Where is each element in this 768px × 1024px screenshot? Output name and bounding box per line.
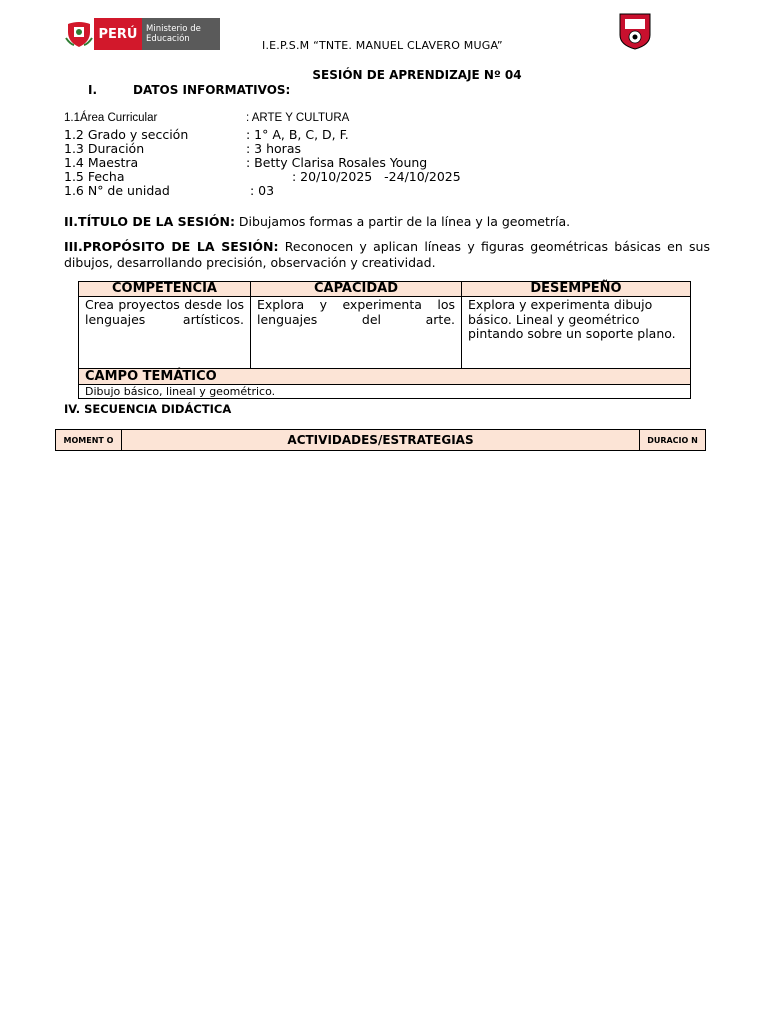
campo-tematico-heading: CAMPO TEMÁTICO	[79, 369, 691, 385]
section4-heading: IV. SECUENCIA DIDÁCTICA	[64, 402, 232, 416]
col-momento: MOMENT O	[56, 430, 122, 451]
info-label-area: 1.1Área Curricular	[64, 112, 158, 124]
cell-desempeno-text: Explora y experimenta dibujo básico. Lineal y geométrico pintando sobre un soporte plano.	[468, 297, 676, 341]
info-label-fecha: 1.5 Fecha	[64, 169, 125, 184]
ministry-logo	[64, 18, 220, 50]
peru-shield-icon	[64, 18, 94, 50]
section2-text: Dibujamos formas a partir de la línea y la geometría.	[234, 214, 571, 229]
col-duracion: DURACIO N	[640, 430, 706, 451]
info-label-maestra: 1.4 Maestra	[64, 155, 139, 170]
sequence-table	[55, 429, 706, 451]
section3-heading: III.PROPÓSITO DE LA SESIÓN:	[64, 239, 279, 254]
info-value-grado: : 1° A, B, C, D, F.	[246, 127, 349, 142]
section1-heading: DATOS INFORMATIVOS:	[133, 83, 291, 97]
school-name: I.E.P.S.M “TNTE. MANUEL CLAVERO MUGA”	[262, 39, 503, 52]
section1-number: I.	[88, 83, 98, 97]
cell-desempeno	[462, 297, 691, 369]
cell-competencia	[79, 297, 251, 369]
header-desempeno: DESEMPEÑO	[462, 282, 691, 297]
info-value-area: : ARTE Y CULTURA	[246, 112, 350, 124]
campo-tematico-value: Dibujo básico, lineal y geométrico.	[79, 385, 691, 399]
section2-heading: II.TÍTULO DE LA SESIÓN:	[64, 214, 235, 229]
info-label-grado: 1.2 Grado y sección	[64, 127, 189, 142]
cell-capacidad	[251, 297, 462, 369]
ministerio-label: Ministerio de Educación	[142, 18, 220, 50]
section3-text: Reconocen y aplican líneas y figuras geométricas básicas en sus dibujos, desarrollando precisión, observación y creatividad.	[64, 239, 710, 270]
competency-table	[78, 281, 691, 399]
info-value-unidad: : 03	[250, 183, 275, 198]
peru-label: PERÚ	[94, 18, 142, 50]
info-value-duracion: : 3 horas	[246, 141, 301, 156]
header-capacidad: CAPACIDAD	[251, 282, 462, 297]
info-label-unidad: 1.6 N° de unidad	[64, 183, 170, 198]
cell-competencia-text: Crea proyectos desde los lenguajes artísticos.	[85, 297, 244, 327]
section2-paragraph	[64, 214, 710, 230]
col-actividades: ACTIVIDADES/ESTRATEGIAS	[122, 430, 640, 451]
header-competencia: COMPETENCIA	[79, 282, 251, 297]
session-title: SESIÓN DE APRENDIZAJE Nº 04	[312, 68, 522, 82]
school-crest-icon	[617, 11, 653, 51]
info-value-maestra: : Betty Clarisa Rosales Young	[246, 155, 428, 170]
cell-capacidad-text: Explora y experimenta los lenguajes del arte.	[257, 297, 455, 327]
info-value-fecha: : 20/10/2025 -24/10/2025	[292, 169, 461, 184]
info-label-duracion: 1.3 Duración	[64, 141, 145, 156]
section3-paragraph	[64, 239, 710, 270]
